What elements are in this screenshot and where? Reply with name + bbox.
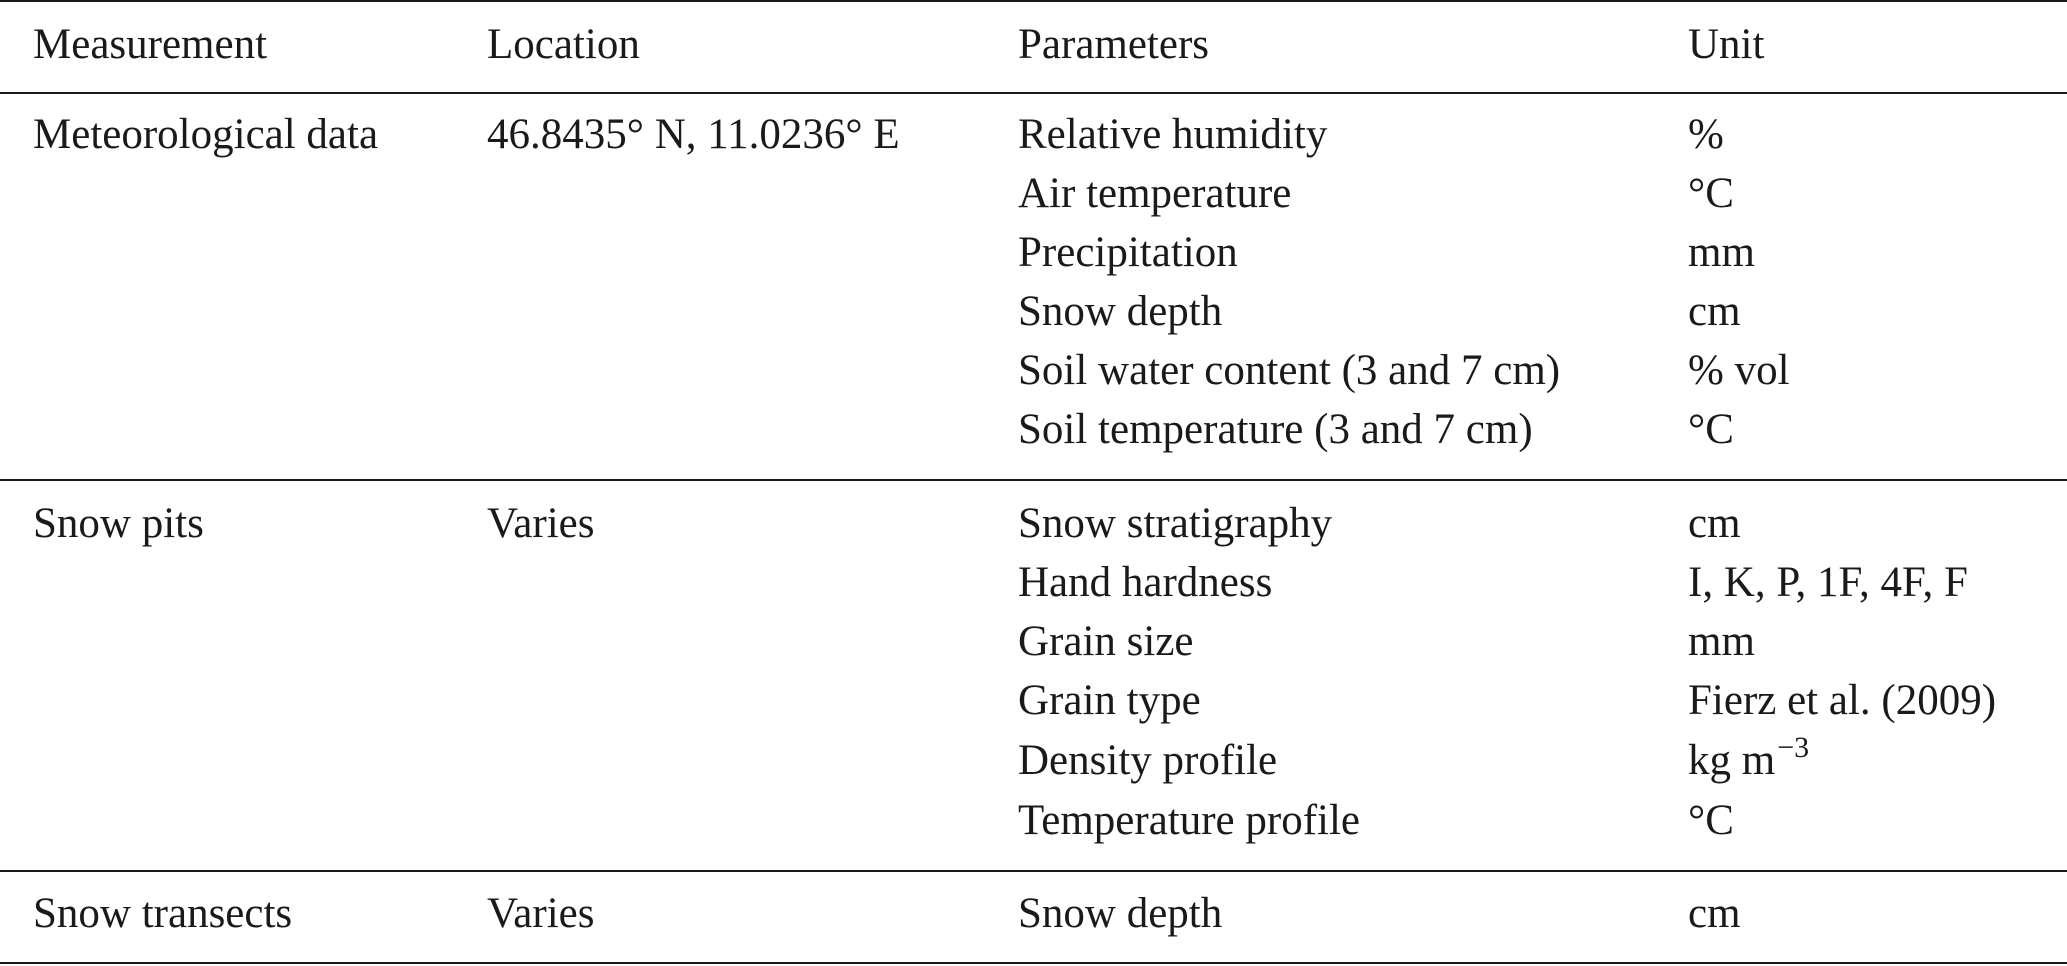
group-location: Varies — [487, 890, 595, 937]
parameter-cell: Soil water content (3 and 7 cm) — [1018, 347, 1561, 394]
parameter-cell: Density profile — [1018, 737, 1278, 784]
header-unit: Unit — [1688, 21, 1765, 68]
group-measurement: Snow pits — [33, 500, 204, 547]
unit-cell: cm — [1688, 288, 1741, 335]
unit-cell: cm — [1688, 890, 1741, 937]
parameter-cell: Relative humidity — [1018, 111, 1328, 158]
unit-cell — [1688, 731, 1809, 794]
group-location: 46.8435° N, 11.0236° E — [487, 111, 900, 158]
unit-cell: mm — [1688, 229, 1755, 276]
parameter-cell: Grain size — [1018, 618, 1194, 665]
header-parameters: Parameters — [1018, 21, 1210, 68]
unit-cell: mm — [1688, 618, 1755, 665]
header-location: Location — [487, 21, 640, 68]
bottom-rule — [0, 962, 2067, 964]
group-rule — [0, 479, 2067, 481]
parameter-cell: Temperature profile — [1018, 797, 1361, 844]
parameter-cell: Hand hardness — [1018, 559, 1273, 606]
unit-cell: % — [1688, 111, 1724, 158]
unit-cell: Fierz et al. (2009) — [1688, 677, 1997, 724]
parameter-cell: Grain type — [1018, 677, 1201, 724]
parameter-cell: Soil temperature (3 and 7 cm) — [1018, 406, 1533, 453]
parameter-cell: Precipitation — [1018, 229, 1238, 276]
unit-cell: °C — [1688, 406, 1734, 453]
unit-cell: °C — [1688, 170, 1734, 217]
unit-cell: °C — [1688, 797, 1734, 844]
header-rule — [0, 92, 2067, 94]
header-measurement: Measurement — [33, 21, 268, 68]
group-location: Varies — [487, 500, 595, 547]
unit-text: kg m — [1688, 737, 1776, 784]
parameter-cell: Air temperature — [1018, 170, 1292, 217]
top-rule — [0, 0, 2067, 2]
parameter-cell: Snow depth — [1018, 890, 1223, 937]
unit-superscript: −3 — [1777, 731, 1810, 764]
unit-cell: % vol — [1688, 347, 1790, 394]
unit-cell: I, K, P, 1F, 4F, F — [1688, 559, 1968, 606]
parameter-cell: Snow stratigraphy — [1018, 500, 1333, 547]
group-measurement: Snow transects — [33, 890, 293, 937]
parameter-cell: Snow depth — [1018, 288, 1223, 335]
group-rule — [0, 870, 2067, 872]
group-measurement: Meteorological data — [33, 111, 379, 158]
unit-cell: cm — [1688, 500, 1741, 547]
